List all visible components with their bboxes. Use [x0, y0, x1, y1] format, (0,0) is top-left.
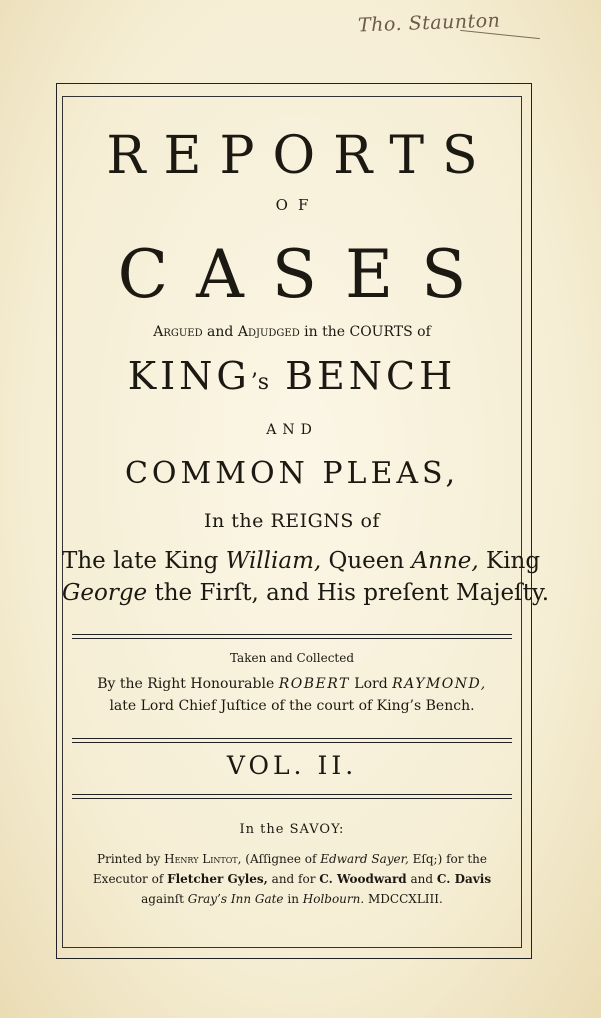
late-king: The late King	[62, 548, 226, 574]
title-cases: CASES	[117, 236, 495, 313]
and-word: and	[406, 872, 437, 886]
fletcher-gyles: Fletcher Gyles,	[167, 872, 268, 886]
assignee-name: Edward Sayer,	[320, 852, 409, 866]
common-pleas-line: COMMON PLEAS,	[124, 456, 460, 491]
against: againſt	[141, 892, 188, 906]
imprint-line-3	[62, 892, 522, 906]
c-davis: C. Davis	[436, 872, 492, 886]
inn-gate: Inn Gate	[230, 892, 284, 906]
kings-word: KING	[127, 354, 251, 398]
lord-chief-justice: late Lord Chief Juſtice of the court of King’s Bench.	[109, 698, 475, 714]
title-and: AND	[266, 422, 318, 438]
name-george: George	[62, 580, 148, 606]
author-raymond: RAYMOND,	[392, 676, 487, 692]
divider-top	[72, 634, 512, 639]
author-line	[62, 676, 522, 692]
name-anne: Anne,	[411, 548, 479, 574]
monarchs-line-2	[62, 580, 550, 606]
king-word: King	[478, 548, 541, 574]
lord-word: Lord	[349, 676, 393, 692]
handwritten-signature: Tho. Staunton	[357, 9, 501, 37]
holbourn: Holbourn.	[302, 892, 365, 906]
volume-number: VOL. II.	[226, 751, 358, 780]
title-reports: REPORTS	[106, 126, 496, 186]
esq-for-the: Eſq;) for the	[408, 852, 487, 866]
imprint-line-1	[62, 852, 522, 866]
kings-bench-line	[62, 354, 522, 398]
argued-word: Argued	[153, 324, 203, 340]
executor-of: Executor of	[92, 872, 168, 886]
imprint-line-2	[62, 872, 522, 886]
taken-collected: Taken and Collected	[229, 651, 355, 665]
queen-word: Queen	[321, 548, 412, 574]
by-right-honourable: By the Right Honourable	[97, 676, 279, 692]
title-of: OF	[275, 196, 319, 214]
author-robert: ROBERT	[278, 676, 350, 692]
kings-possessive: ’s	[250, 370, 270, 395]
printer-name: Henry Lintot,	[164, 852, 242, 866]
printed-by: Printed by	[97, 852, 165, 866]
courts-of: in the COURTS of	[299, 324, 431, 340]
imprint-year: MDCCXLIII.	[364, 892, 443, 906]
argued-and: and	[202, 324, 238, 340]
assignee-of: (Aſſignee of	[241, 852, 321, 866]
george-rest: the Firſt, and His preſent Majeſty.	[147, 580, 550, 606]
reigns-line: In the REIGNS of	[204, 510, 380, 532]
grays: Gray’s	[187, 892, 228, 906]
adjudged-word: Adjudged	[237, 324, 300, 340]
monarchs-line-1	[62, 548, 541, 574]
divider-middle	[72, 738, 512, 743]
and-for: and for	[267, 872, 320, 886]
name-william: William,	[225, 548, 322, 574]
imprint-savoy: In the SAVOY:	[239, 822, 345, 837]
argued-line	[62, 324, 522, 340]
c-woodward: C. Woodward	[319, 872, 407, 886]
bench-word: BENCH	[269, 354, 457, 398]
in-word: in	[283, 892, 303, 906]
divider-bottom	[72, 794, 512, 799]
